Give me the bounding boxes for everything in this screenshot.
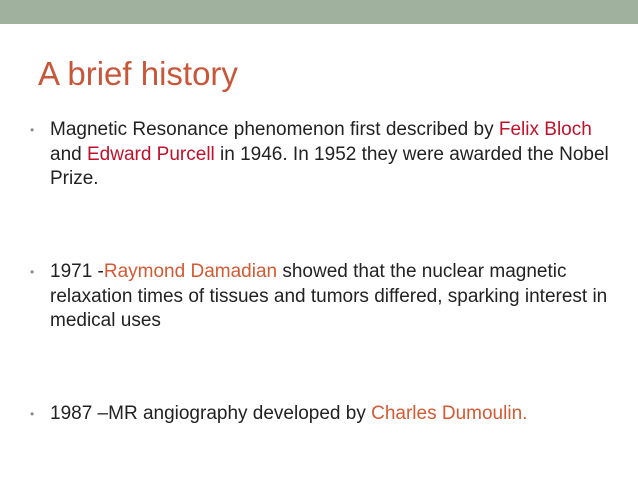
bullet-text-segment: 1971 - bbox=[50, 261, 104, 282]
bullet-text-segment: in 1946. In 1952 they were awarded the Nobel Prize. bbox=[50, 143, 609, 189]
bullet-text bbox=[30, 260, 620, 334]
bullet-item-2 bbox=[30, 260, 620, 334]
bullet-marker: • bbox=[30, 265, 35, 279]
bullet-text-segment: and bbox=[50, 143, 87, 165]
top-band bbox=[0, 0, 638, 24]
bullet-text bbox=[30, 118, 620, 192]
bullet-marker: • bbox=[30, 123, 35, 137]
bullet-text bbox=[30, 402, 620, 427]
slide-title: A brief history bbox=[38, 55, 238, 92]
bullet-text-segment: 1987 –MR angiography developed by bbox=[50, 403, 372, 424]
name-charles-dumoulin: Charles Dumoulin. bbox=[371, 403, 528, 424]
name-edward-purcell: Edward Purcell bbox=[86, 143, 215, 165]
bullet-marker: • bbox=[30, 407, 35, 421]
bullet-text-segment: Magnetic Resonance phenomenon first described by bbox=[50, 119, 499, 140]
name-felix-bloch: Felix Bloch bbox=[498, 119, 592, 140]
bullet-item-3 bbox=[30, 402, 620, 427]
bullet-item-1 bbox=[30, 118, 620, 192]
name-raymond-damadian: Raymond Damadian bbox=[103, 261, 278, 282]
bullet-text-segment: showed that the nuclear magnetic relaxation times of tissues and tumors differed, sparking interest in medical uses bbox=[50, 261, 608, 331]
